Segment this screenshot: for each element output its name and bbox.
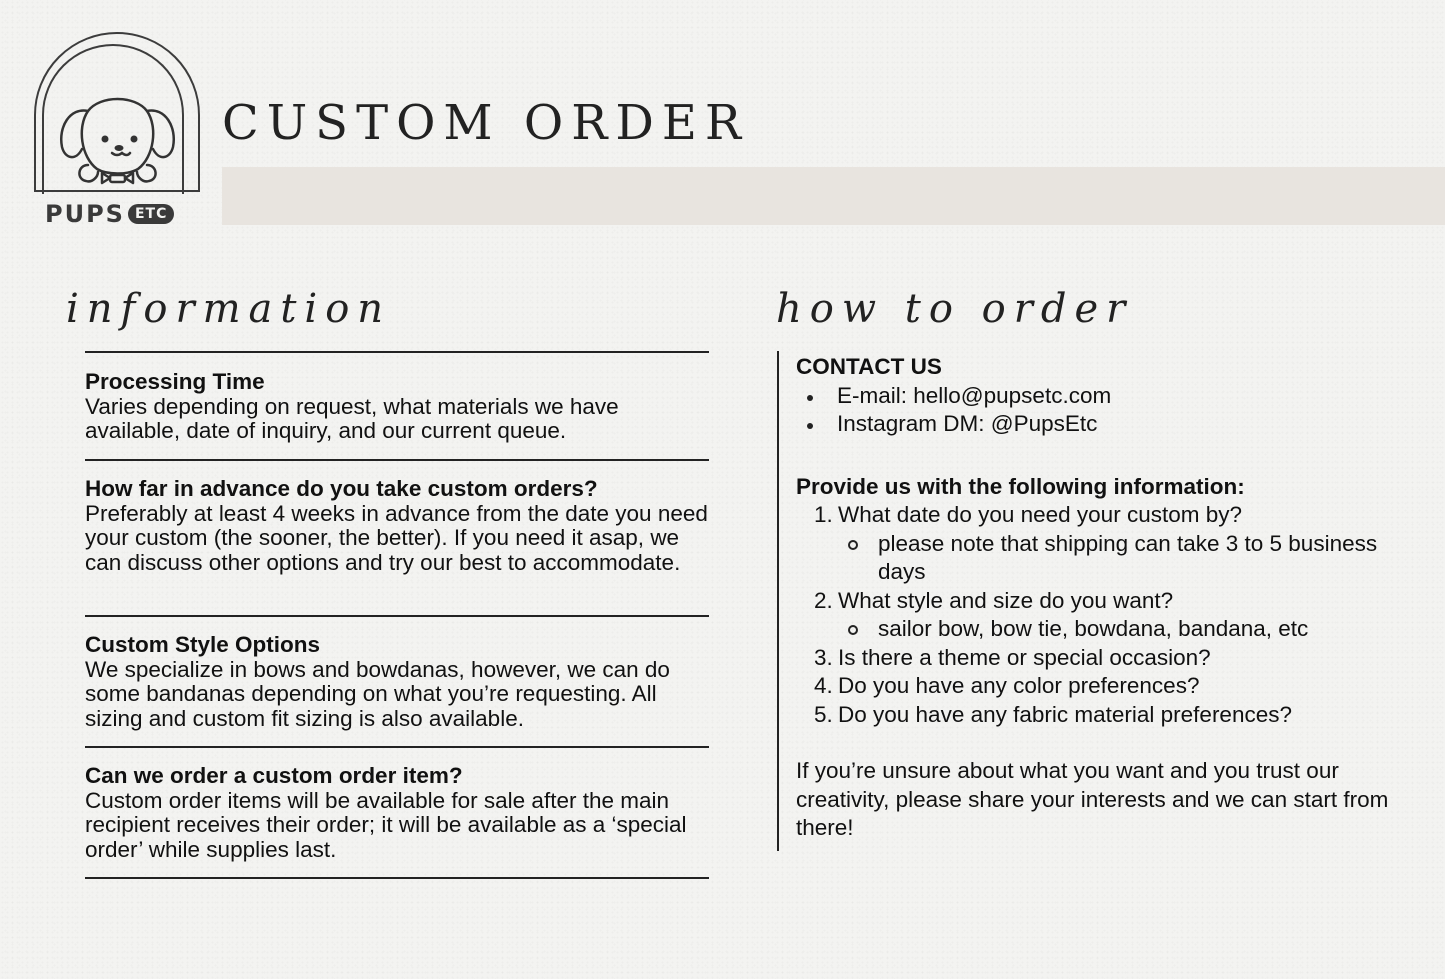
closing-note: If you’re unsure about what you want and you trust our creativity, please share your interests and we can start from there! — [796, 758, 1389, 840]
provide-info-title: Provide us with the following information: — [796, 473, 1245, 499]
contact-title: CONTACT US — [796, 354, 942, 379]
info-section-advance-notice — [85, 461, 709, 615]
contact-item-email: E-mail: hello@pupsetc.com — [796, 382, 1417, 411]
question-list — [796, 501, 1417, 729]
info-section-custom-item — [85, 748, 709, 877]
info-question: Can we order a custom order item? — [85, 763, 463, 788]
puppy-icon — [50, 77, 185, 192]
info-question: Custom Style Options — [85, 632, 321, 657]
information-column — [85, 351, 709, 879]
question-text: Is there a theme or special occasion? — [838, 644, 1211, 670]
info-section-processing-time — [85, 353, 709, 459]
question-item — [796, 701, 1417, 730]
info-answer: Preferably at least 4 weeks in advance from the date you need your custom (the sooner, the better). If you need it asap, we can discuss other options and try our best to accommodate. — [85, 500, 708, 575]
info-question: How far in advance do you take custom orders? — [85, 476, 598, 501]
question-subnote: sailor bow, bow tie, bowdana, bandana, etc — [796, 615, 1417, 644]
question-subnote: please note that shipping can take 3 to 5 business days — [796, 530, 1417, 587]
info-answer: Varies depending on request, what materials we have available, date of inquiry, and our current queue. — [85, 393, 619, 443]
question-item — [796, 672, 1417, 701]
brand-name: PUPS — [45, 200, 125, 228]
question-number: 1. — [814, 502, 833, 527]
info-answer: We specialize in bows and bowdanas, however, we can do some bandanas depending on what you’re requesting. All sizing and custom fit sizing is also available. — [85, 656, 670, 731]
how-to-order-heading: how to order — [776, 286, 1134, 332]
title-band — [222, 167, 1445, 225]
brand-logo — [30, 32, 205, 232]
question-text: What style and size do you want? — [838, 587, 1174, 613]
question-item — [796, 587, 1417, 616]
question-number: 4. — [814, 673, 833, 698]
info-answer: Custom order items will be available for sale after the main recipient receives their order; it will be available as a ‘special order’ while supplies last. — [85, 787, 687, 862]
brand-badge: ETC — [128, 204, 174, 224]
question-text: What date do you need your custom by? — [838, 502, 1242, 527]
question-item — [796, 644, 1417, 673]
page-title: CUSTOM ORDER — [222, 95, 749, 151]
question-item — [796, 501, 1417, 530]
contact-list — [796, 382, 1417, 439]
question-number: 3. — [814, 644, 833, 670]
how-to-order-column — [777, 351, 1417, 851]
info-question: Processing Time — [85, 369, 265, 394]
info-section-style-options — [85, 617, 709, 746]
question-text: Do you have any fabric material preferences? — [838, 701, 1292, 727]
question-number: 5. — [814, 701, 833, 727]
question-text: Do you have any color preferences? — [838, 673, 1200, 698]
section-divider — [85, 877, 709, 879]
information-heading: information — [66, 286, 392, 332]
question-number: 2. — [814, 587, 833, 613]
contact-item-instagram: Instagram DM: @PupsEtc — [796, 410, 1417, 439]
brand-wordmark — [45, 200, 174, 228]
